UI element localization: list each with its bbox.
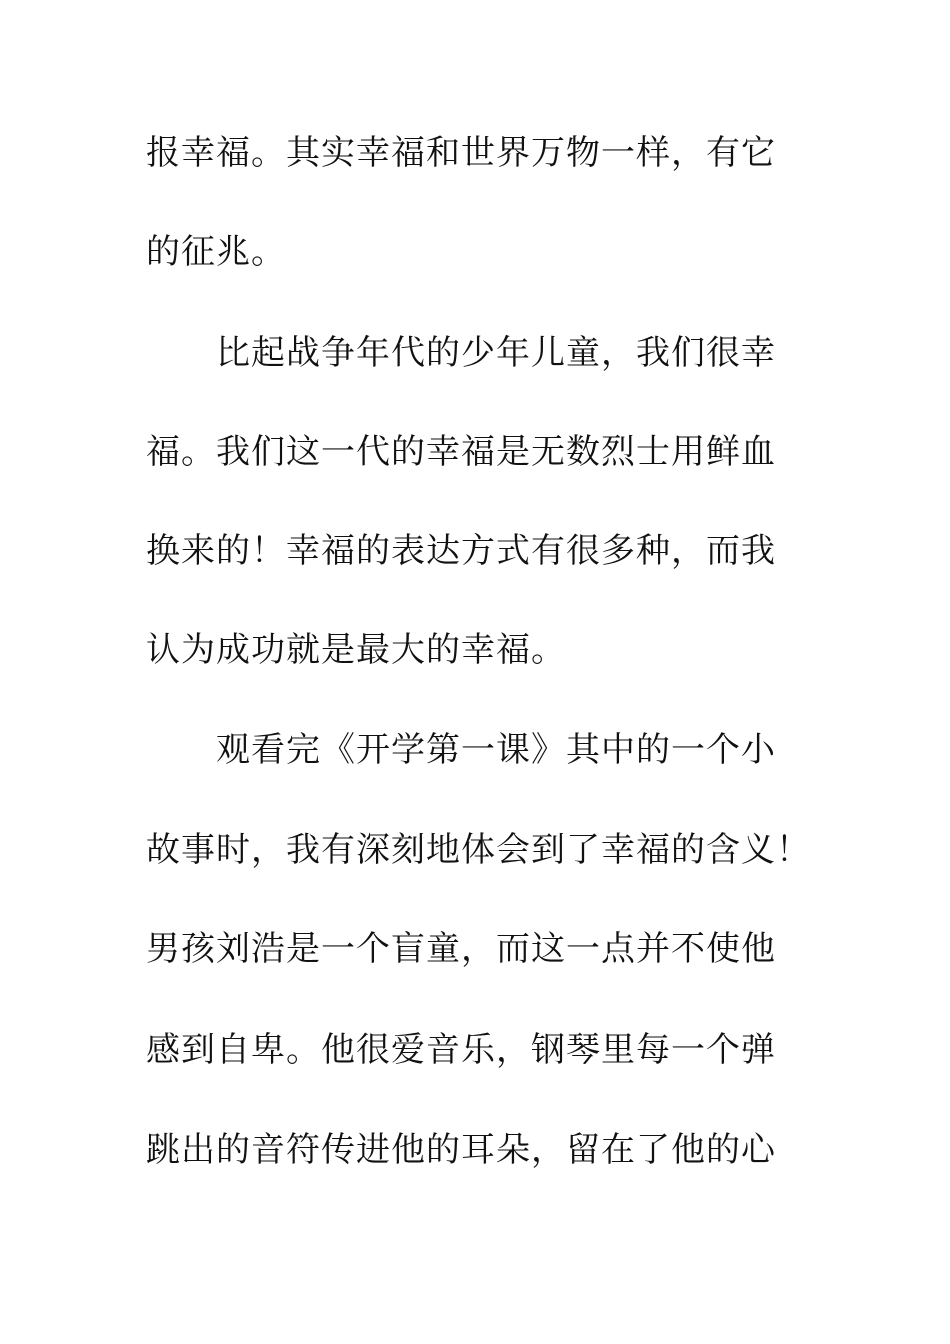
- text-line: 男孩刘浩是一个盲童，而这一点并不使他: [146, 929, 776, 969]
- text-line: 报幸福。其实幸福和世界万物一样，有它: [146, 133, 776, 173]
- text-line: 观看完《开学第一课》其中的一个小: [216, 730, 776, 770]
- text-line: 福。我们这一代的幸福是无数烈士用鲜血: [146, 432, 776, 472]
- text-line: 比起战争年代的少年儿童，我们很幸: [216, 333, 776, 373]
- text-line: 换来的！幸福的表达方式有很多种，而我: [146, 531, 776, 571]
- text-line: 感到自卑。他很爱音乐，钢琴里每一个弹: [146, 1030, 776, 1070]
- text-line: 故事时，我有深刻地体会到了幸福的含义！: [146, 830, 811, 870]
- text-line: 认为成功就是最大的幸福。: [146, 630, 566, 670]
- text-line: 跳出的音符传进他的耳朵，留在了他的心: [146, 1130, 776, 1170]
- text-line: 的征兆。: [146, 232, 286, 272]
